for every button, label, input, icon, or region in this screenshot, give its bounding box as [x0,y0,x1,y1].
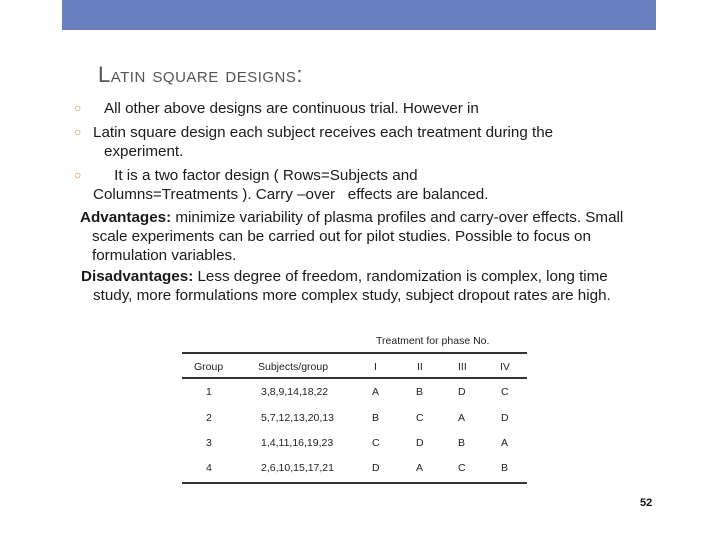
table-cell: B [416,386,424,398]
table-cell: 2,6,10,15,17,21 [261,462,334,474]
disadvantages-text: Less degree of freedom, randomization is complex, long time study, more formulations more complex study, subject dropout rates are high. [93,268,611,304]
table-cell: A [458,412,466,424]
table-cell: A [416,462,424,474]
table-cell: D [458,386,466,398]
table-cell: 3 [206,437,212,449]
bullet-text: All other above designs are continuous trial. However in [104,100,479,117]
table-cell: 3,8,9,14,18,22 [261,386,329,398]
table-header-phase-1: I [374,361,377,373]
table-cell: C [458,462,466,474]
table-cell: 1 [206,386,212,398]
table-cell: 4 [206,462,212,474]
table-cell: A [501,437,509,449]
circle-bullet-icon: ○ [74,101,82,115]
table-header-group: Group [194,361,224,373]
advantages-text: minimize variability of plasma profiles and carry-over effects. Small scale experiments can be carried out for pilot studies. Possible to focus on formulation variables. [92,209,624,264]
table-super-header: Treatment for phase No. [376,335,490,347]
table-cell: D [501,412,509,424]
table-cell: C [416,412,424,424]
bullet-text: It is a two factor design ( Rows=Subjects and Columns=Treatments ). Carry –over effects are balanced. [93,167,489,203]
table-cell: C [372,437,380,449]
circle-bullet-icon: ○ [74,168,82,182]
table-cell: B [372,412,380,424]
disadvantages-paragraph [81,267,618,305]
slide-title: Latin square designs: [98,62,303,87]
table-rule [182,352,527,354]
circle-bullet-icon: ○ [74,125,82,139]
latin-square-table [182,330,527,486]
table-cell: 1,4,11,16,19,23 [261,437,334,449]
table-cell: C [501,386,509,398]
header-accent-bar [62,0,656,30]
table-rule [182,377,527,379]
table-header-phase-3: III [458,361,467,373]
table-cell: A [372,386,380,398]
table-cell: 2 [206,412,212,424]
table-header-subjects: Subjects/group [258,361,329,373]
page-number: 52 [640,497,653,509]
table-cell: D [416,437,424,449]
advantages-label: Advantages: [80,209,172,226]
table-cell: B [458,437,466,449]
bullet-text: Latin square design each subject receives each treatment during the experiment. [93,124,554,160]
disadvantages-label: Disadvantages: [81,268,194,285]
table-cell: D [372,462,380,474]
table-cell: B [501,462,509,474]
table-rule [182,482,527,484]
table-header-phase-2: II [417,361,423,373]
advantages-paragraph [80,208,632,265]
table-header-phase-4: IV [500,361,510,373]
table-cell: 5,7,12,13,20,13 [261,412,334,424]
